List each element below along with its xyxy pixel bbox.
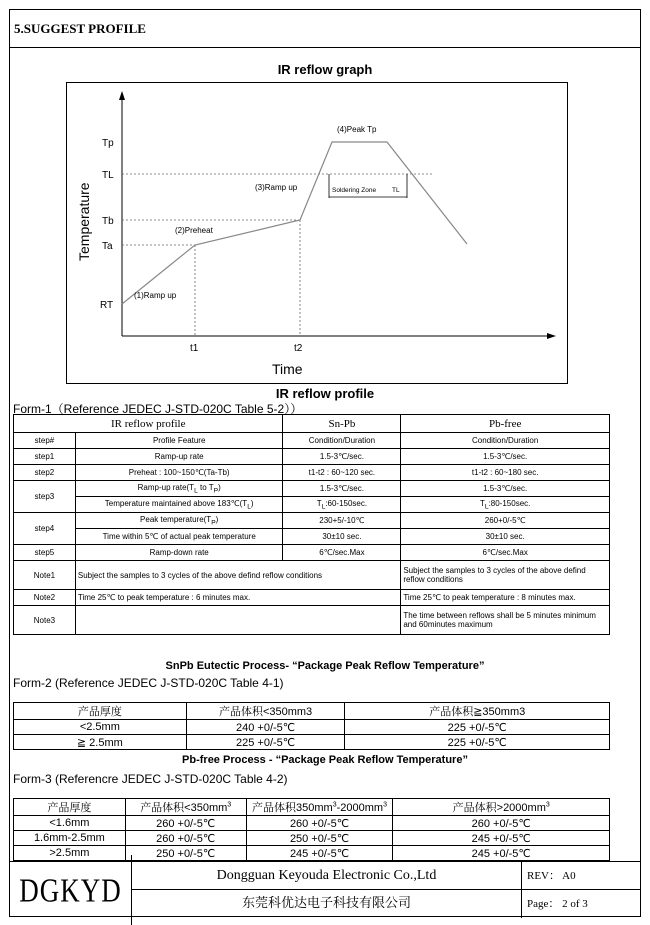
snpb-cell: 30±10 sec. <box>283 529 401 545</box>
form1-row-step4b <box>14 529 610 545</box>
annotation-tl-marker: TL <box>392 187 400 194</box>
table-row <box>14 831 610 846</box>
form1-header-pbfree: Pb-free <box>401 415 610 433</box>
form3-caption: Form-3 (Referencre JEDEC J-STD-020C Table 4-2) <box>13 772 288 786</box>
graph-title: IR reflow graph <box>277 62 373 77</box>
form3-header-thickness: 产品厚度 <box>14 799 126 816</box>
text-part: 产品体积>2000mm <box>452 802 546 814</box>
superscript: 3 <box>545 801 550 809</box>
form1-subheader-snpb: Condition/Duration <box>283 433 401 449</box>
pbfree-note: Time 25℃ to peak temperature : 8 minutes max. <box>401 590 610 606</box>
temp-cell: 240 +0/-5℃ <box>186 720 345 735</box>
text-part: T <box>316 498 322 508</box>
table-row <box>14 720 610 735</box>
form3-header-row <box>14 799 610 816</box>
text-part: -2000mm <box>336 802 384 814</box>
section-title: 5.SUGGEST PROFILE <box>10 10 640 48</box>
form2-header-volume-large: 产品体积≧350mm3 <box>345 703 610 720</box>
step-label: step4 <box>14 513 76 545</box>
form1-row-step3a <box>14 481 610 497</box>
thickness-cell: ≧ 2.5mm <box>14 735 187 750</box>
y-tick-ta: Ta <box>102 241 113 252</box>
pbfree-cell: 1.5-3℃/sec. <box>401 481 610 497</box>
snpb-note <box>75 606 400 635</box>
feature-cell: Preheat : 100~150℃(Ta-Tb) <box>75 465 283 481</box>
x-axis-arrow <box>547 333 556 339</box>
snpb-cell <box>283 497 401 513</box>
pbfree-cell: 260+0/-5℃ <box>401 513 610 529</box>
y-tick-rt: RT <box>100 300 114 311</box>
superscript: 3 <box>332 801 337 809</box>
text-part: Temperature maintained above 183℃(T <box>104 498 248 508</box>
form1-header-profile: IR reflow profile <box>14 415 283 433</box>
step-label: step3 <box>14 481 76 513</box>
text-part: ) <box>218 482 221 492</box>
company-name-cn: 东莞科优达电子科技有限公司 <box>132 890 522 918</box>
text-part: :60-150sec. <box>325 498 368 508</box>
form1-subheader-pbfree: Condition/Duration <box>401 433 610 449</box>
feature-cell: Ramp-down rate <box>75 545 283 561</box>
snpb-cell: 230+5/-10℃ <box>283 513 401 529</box>
form2-table <box>13 702 610 750</box>
superscript: 3 <box>383 801 387 809</box>
pbfree-note: The time between reflows shall be 5 minutes minimum and 60minutes maximum <box>401 606 610 635</box>
x-tick-t1: t1 <box>190 343 199 354</box>
step-label: step5 <box>14 545 76 561</box>
form1-subheader-step: step# <box>14 433 76 449</box>
text-part: T <box>479 498 485 508</box>
snpb-cell: 1.5-3℃/sec. <box>283 481 401 497</box>
y-tick-tb: Tb <box>102 216 114 227</box>
form3-title: Pb-free Process - “Package Peak Reflow Temperature” <box>182 754 468 766</box>
text-part: Peak temperature(T <box>140 514 212 524</box>
temp-cell: 225 +0/-5℃ <box>345 735 610 750</box>
note-label: Note1 <box>14 561 76 590</box>
form1-row-step3b <box>14 497 610 513</box>
pbfree-cell: 30±10 sec. <box>401 529 610 545</box>
y-axis-label: Temperature <box>76 182 92 261</box>
subscript: L <box>194 487 198 495</box>
company-name-en: Dongguan Keyouda Electronic Co.,Ltd <box>132 862 522 890</box>
form1-table <box>13 414 610 635</box>
subscript: L <box>247 503 251 511</box>
thickness-cell: <1.6mm <box>14 816 126 831</box>
subscript: L <box>321 503 326 511</box>
temp-cell: 245 +0/-5℃ <box>393 831 610 846</box>
subscript: P <box>211 519 216 527</box>
text-part: ) <box>250 498 254 508</box>
temp-cell: 250 +0/-5℃ <box>125 846 246 861</box>
temp-cell: 250 +0/-5℃ <box>246 831 393 846</box>
text-part: :80-150sec. <box>488 498 531 508</box>
text-part: 产品体积350mm <box>252 802 333 814</box>
reflow-graph <box>66 82 568 384</box>
thickness-cell: <2.5mm <box>14 720 187 735</box>
thickness-cell: 1.6mm-2.5mm <box>14 831 126 846</box>
snpb-cell: 1.5-3℃/sec. <box>283 449 401 465</box>
temp-cell: 260 +0/-5℃ <box>125 831 246 846</box>
pbfree-cell: 6℃/sec.Max <box>401 545 610 561</box>
superscript: 3 <box>227 801 232 809</box>
form1-header-snpb: Sn-Pb <box>283 415 401 433</box>
form1-row-step2 <box>14 465 610 481</box>
step-label: step1 <box>14 449 76 465</box>
snpb-note: Subject the samples to 3 cycles of the above defind reflow conditions <box>75 561 400 590</box>
annotation-preheat: (2)Preheat <box>175 226 213 235</box>
page-number: Page： 2 of 3 <box>527 898 588 910</box>
step-label: step2 <box>14 465 76 481</box>
form1-row-note1 <box>14 561 610 590</box>
snpb-note: Time 25℃ to peak temperature : 6 minutes max. <box>75 590 400 606</box>
subscript: L <box>484 503 489 511</box>
text-part: ) <box>215 514 219 524</box>
form1-header-row <box>14 415 610 433</box>
annotation-soldering-zone: Soldering Zone <box>332 187 377 194</box>
snpb-cell: 6℃/sec.Max <box>283 545 401 561</box>
document-frame <box>9 9 641 917</box>
text-part: Ramp-up rate(T <box>137 482 195 492</box>
reflow-curve <box>122 142 467 304</box>
feature-cell <box>75 497 283 513</box>
form2-caption: Form-2 (Reference JEDEC J-STD-020C Table 4-1) <box>13 676 284 690</box>
note-label: Note3 <box>14 606 76 635</box>
thickness-cell: >2.5mm <box>14 846 126 861</box>
company-logo: DGKYD <box>10 855 132 925</box>
revision: REV： A0 <box>522 862 640 890</box>
temp-cell: 260 +0/-5℃ <box>125 816 246 831</box>
form1-row-step4a <box>14 513 610 529</box>
temp-cell: 225 +0/-5℃ <box>345 720 610 735</box>
pbfree-cell: t1-t2 : 60~180 sec. <box>401 465 610 481</box>
feature-cell <box>75 513 283 529</box>
y-tick-tp: Tp <box>102 138 114 149</box>
form2-title: SnPb Eutectic Process- “Package Peak Reflow Temperature” <box>165 660 485 672</box>
profile-title: IR reflow profile <box>275 386 375 401</box>
x-tick-t2: t2 <box>294 343 303 354</box>
form1-row-note3 <box>14 606 610 635</box>
annotation-ramp-up-1: (1)Ramp up <box>134 291 177 300</box>
feature-cell: Ramp-up rate <box>75 449 283 465</box>
form2-header-row <box>14 703 610 720</box>
form1-subheader-feature: Profile Feature <box>75 433 283 449</box>
form2-header-thickness: 产品厚度 <box>14 703 187 720</box>
reflow-graph-svg <box>67 83 569 385</box>
text-part: 产品体积<350mm <box>140 802 228 814</box>
snpb-cell: t1-t2 : 60~120 sec. <box>283 465 401 481</box>
note-label: Note2 <box>14 590 76 606</box>
pbfree-cell <box>401 497 610 513</box>
form3-header-volume-small <box>125 799 246 816</box>
footer <box>10 861 640 918</box>
subscript: P <box>213 487 219 495</box>
feature-cell: Time within 5℃ of actual peak temperature <box>75 529 283 545</box>
form2-header-volume-small: 产品体积<350mm3 <box>186 703 345 720</box>
form3-table <box>13 798 610 861</box>
temp-cell: 225 +0/-5℃ <box>186 735 345 750</box>
form1-subheader-row <box>14 433 610 449</box>
table-row <box>14 735 610 750</box>
temp-cell: 245 +0/-5℃ <box>393 846 610 861</box>
feature-cell <box>75 481 283 497</box>
temp-cell: 260 +0/-5℃ <box>393 816 610 831</box>
annotation-peak: (4)Peak Tp <box>337 125 377 134</box>
form3-header-volume-large <box>393 799 610 816</box>
form1-row-note2 <box>14 590 610 606</box>
temp-cell: 260 +0/-5℃ <box>246 816 393 831</box>
temp-cell: 245 +0/-5℃ <box>246 846 393 861</box>
form1-row-step5 <box>14 545 610 561</box>
y-tick-tl: TL <box>102 170 114 181</box>
y-axis-arrow <box>119 91 125 100</box>
form1-row-step1 <box>14 449 610 465</box>
pbfree-cell: 1.5-3℃/sec. <box>401 449 610 465</box>
annotation-ramp-up-3: (3)Ramp up <box>255 183 298 192</box>
form3-header-volume-mid <box>246 799 393 816</box>
x-axis-label: Time <box>272 361 303 377</box>
form1-caption: Form-1（Reference JEDEC J-STD-020C Table 5-2）） <box>13 402 303 416</box>
text-part: to T <box>197 482 214 492</box>
pbfree-note: Subject the samples to 3 cycles of the above defind reflow conditions <box>401 561 610 590</box>
table-row <box>14 816 610 831</box>
